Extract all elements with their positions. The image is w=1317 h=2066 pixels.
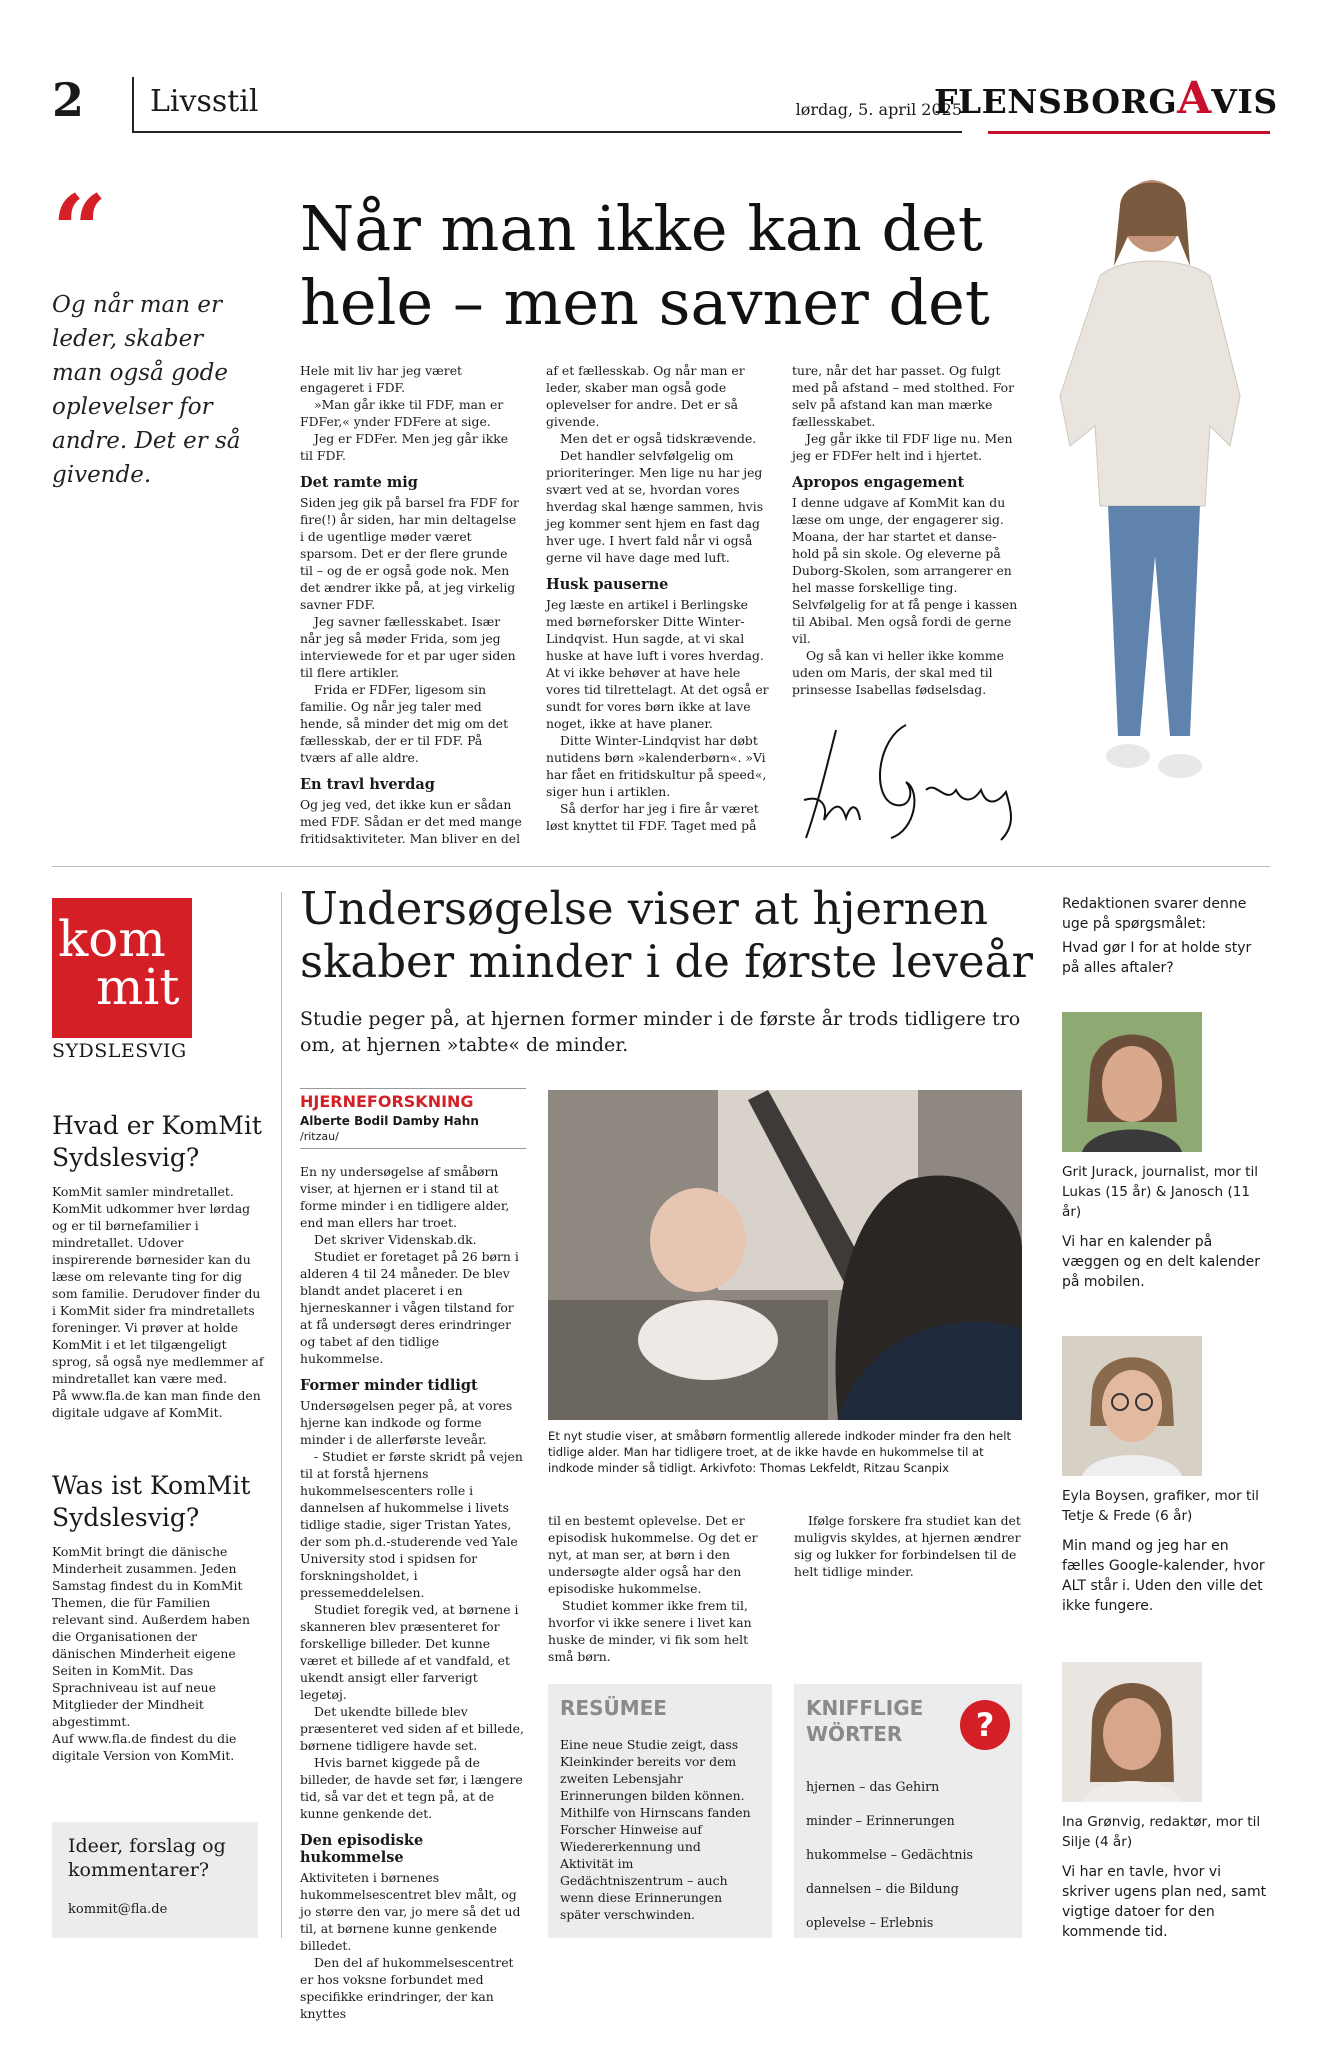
ideas-title: Ideer, forslag og kommentarer? — [68, 1835, 226, 1881]
main-article-col-2 — [548, 1512, 776, 1665]
person-photo-graphic — [1062, 1012, 1202, 1152]
kommit-de-text-p1: KomMit bringt die dänische Minderheit zusammen. Jeden Samstag findest du in KomMit Themen, die für Familien relevant sind. Außerdem haben die Organisationen der dänischen Minderheit eigene Seiten in KomMit. Das Sprachniveau ist auf neue Mitglieder der Mindheit abgestimmt. — [52, 1544, 250, 1729]
paragraph: Jeg læste en artikel i Berlingske med børneforsker Ditte Winter-Lindqvist. Hun sagde, at vi skal huske at have luft i vores hverdag. At vi ikke behøver at have hele vores tid tilrettelagt. At det også er sundt for vores børn ikke at lave noget, ikke at have planer. — [546, 597, 769, 731]
baby-photo-graphic — [548, 1090, 1022, 1420]
main-kicker: HJERNEFORSKNING — [300, 1092, 474, 1111]
resumee-title: RESÜMEE — [560, 1696, 667, 1720]
signature-graphic — [796, 710, 1036, 850]
paragraph: Og så kan vi heller ikke komme uden om Maris, der skal med til prinsesse Isabellas fødselsdag. — [792, 648, 1004, 697]
resumee-text: Eine neue Studie zeigt, dass Kleinkinder bereits vor dem zweiten Lebensjahr Erinnerungen bilden können. Mithilfe von Hirnscans fanden Forscher Hinweise auf Wiedererkennung und Aktivität im Gedächtniszentrum – auch wenn diese Erinnerungen später verschwinden. — [560, 1737, 751, 1922]
paragraph: Studiet kommer ikke frem til, hvorfor vi ikke senere i livet kan huske de minder, vi fik som helt små børn. — [548, 1598, 752, 1664]
issue-date: lørdag, 5. april 2025 — [795, 100, 962, 119]
words-box — [794, 1684, 1022, 1938]
main-article-col-1 — [300, 1163, 526, 2022]
brand-a: A — [1177, 73, 1212, 124]
paragraph: - Studiet er første skridt på vejen til at forstå hjernens hukommelsescenters rolle i dannelsen af hukommelse i livets tidlige stadie, siger Tristan Yates, der som ph.d.-studerende ved Yale University stod i spidsen for forskningsholdet, i pressemeddelelsen. — [300, 1449, 523, 1600]
quote-mark: “ — [52, 174, 108, 287]
ideas-email[interactable]: kommit@fla.de — [68, 1902, 168, 1917]
editor-portrait — [1040, 176, 1270, 846]
words-title-2: WÖRTER — [806, 1722, 903, 1746]
person-name: Ina Grønvig, redaktør, mor til Silje (4 år) — [1062, 1814, 1261, 1850]
author-rule — [300, 1148, 526, 1149]
word-item: hukommelse – Gedächtnis — [806, 1847, 973, 1862]
paragraph: Den del af hukommelsescentret er hos voksne forbundet med specifikke erindringer, der kan knyttes — [300, 1955, 514, 2021]
section-name: Livsstil — [150, 84, 259, 119]
person-photo-graphic — [1062, 1336, 1202, 1476]
word-item: oplevelse – Erlebnis — [806, 1915, 934, 1930]
person-name: Grit Jurack, journalist, mor til Lukas (15 år) & Janosch (11 år) — [1062, 1164, 1259, 1220]
main-headline: Undersøgelse viser at hjernen skaber minder i de første leveår — [300, 882, 1033, 988]
person-photo — [1062, 1012, 1202, 1152]
paragraph: Det ukendte billede blev præsenteret ved siden af et billede, børnene tidligere havde set. — [300, 1704, 524, 1753]
paragraph: Undersøgelsen peger på, at vores hjerne kan indkode og forme minder i de allerførste leveår. — [300, 1398, 513, 1447]
kommit-logo-mit: mit — [96, 958, 180, 1016]
main-agency: /ritzau/ — [300, 1130, 339, 1143]
paragraph: af et fællesskab. Og når man er leder, skaber man også gode oplevelser for andre. Det er så givende. — [546, 363, 745, 429]
subheading: Den episodiske hukommelse — [300, 1832, 424, 1866]
kommit-logo — [52, 898, 192, 1038]
kommit-logo-kom: kom — [58, 910, 166, 968]
page-number: 2 — [52, 73, 85, 127]
paragraph: Og jeg ved, det ikke kun er sådan med FDF. Sådan er det med mange fritidsaktiviteter. Man bliver en del — [300, 797, 522, 846]
kommit-de-title: Was ist KomMit Sydslesvig? — [52, 1471, 251, 1532]
sidebar-person-1 — [1062, 1012, 1272, 1292]
person-answer: Vi har en tavle, hvor vi skriver ugens plan ned, samt vigtige datoer for den kommende tid. — [1062, 1864, 1267, 1940]
baby-photo — [548, 1090, 1022, 1420]
sidebar-person-3 — [1062, 1662, 1272, 1942]
resumee-box — [548, 1684, 772, 1938]
person-answer: Min mand og jeg har en fælles Google-kalender, hvor ALT står i. Uden den ville det ikke fungere. — [1062, 1538, 1265, 1614]
brand-suffix: VIS — [1211, 82, 1278, 121]
person-name: Eyla Boysen, grafiker, mor til Tetje & Frede (6 år) — [1062, 1488, 1259, 1524]
sidebar-question: Hvad gør I for at holde styr på alles aftaler? — [1062, 940, 1252, 976]
paragraph: Men det er også tidskrævende. — [560, 431, 757, 446]
paragraph: Det skriver Videnskab.dk. — [314, 1232, 477, 1247]
person-photo — [1062, 1662, 1202, 1802]
word-item: dannelsen – die Bildung — [806, 1881, 959, 1896]
main-author: Alberte Bodil Damby Hahn — [300, 1114, 479, 1128]
subheading: Husk pauserne — [546, 576, 669, 593]
photo-caption: Et nyt studie viser, at småbørn formentlig allerede indkoder minder fra den helt tidlige alder. Man har tidligere troet, at de ikke havde en hukommelse til at indkode minder så tidligt. Arkivfoto: Thomas Lekfeldt, Ritzau Scanpix — [548, 1429, 1012, 1475]
paragraph: Hvis barnet kiggede på de billeder, de havde set før, i længere tid, så var det et tegn på, at de kunne genkende det. — [300, 1755, 523, 1821]
paragraph: Jeg går ikke til FDF lige nu. Men jeg er FDFer helt ind i hjertet. — [792, 431, 1013, 463]
brand-logo — [934, 73, 1278, 124]
paragraph: Studiet foregik ved, at børnene i skanneren blev præsenteret for forskellige billeder. Det kunne været et billede af et vandfald, et ukendt ansigt eller farverigt legetøj. — [300, 1602, 519, 1702]
paragraph: Jeg savner fællesskabet. Især når jeg så møder Frida, som jeg interviewede for et par uger siden til flere artikler. — [300, 614, 516, 680]
brand-rule — [988, 131, 1270, 134]
sidebar-person-2 — [1062, 1336, 1272, 1616]
paragraph: Hele mit liv har jeg været engageret i FDF. — [300, 363, 463, 395]
word-item: minder – Erinnerungen — [806, 1813, 955, 1828]
top-article-col-3 — [792, 362, 1020, 698]
paragraph: Ditte Winter-Lindqvist har døbt nutidens børn »kalenderbørn«. »Vi har fået en fritidskultur på speed«, siger hun i artiklen. — [546, 733, 767, 799]
kommit-dk-text — [52, 1183, 264, 1421]
kommit-logo-sub: SYDSLESVIG — [52, 1040, 187, 1062]
paragraph: ture, når det har passet. Og fulgt med på afstand – med stolthed. For selv på afstand kan man mærke fællesskabet. — [792, 363, 1015, 429]
subheading: Former minder tidligt — [300, 1377, 478, 1394]
kommit-dk-text-p1: KomMit samler mindretallet. KomMit udkommer hver lørdag og er til børnefamilier i mindretallet. Udover inspirerende børnesider kan du læse om relevante ting for dig som familie. Derudover finder du i KomMit sider fra mindretallets foreninger. Vi prøver at holde KomMit i et let tilgængeligt sprog, så også nye medlemmer af mindretallet kan være med. — [52, 1184, 264, 1386]
header-rule — [132, 131, 962, 133]
brand-prefix: FLENSBORG — [934, 82, 1178, 121]
subheading: En travl hverdag — [300, 776, 435, 793]
paragraph: Jeg er FDFer. Men jeg går ikke til FDF. — [300, 431, 509, 463]
paragraph: Aktiviteten i børnenes hukommelsescentret blev målt, og jo større den var, jo mere så det ud til, at børnene kunne genkende billedet. — [300, 1870, 521, 1953]
paragraph: Det handler selvfølgelig om prioriteringer. Men lige nu har jeg svært ved at se, hvordan vores hverdag skal hænge sammen, hvis jeg kommer sent hjem en fast dag hver uge. I hvert fald når vi også gerne vil have dage med luft. — [546, 448, 764, 565]
paragraph: I denne udgave af KomMit kan du læse om unge, der engagerer sig. Moana, der har startet et danse-hold på sin skole. Og eleverne på Duborg-Skolen, som arrangerer en hel masse forskellige ting. Selvfølgelig for at få penge i kassen til Abibal. Men også fordi de gerne vil. — [792, 495, 1018, 646]
subheading: Det ramte mig — [300, 474, 418, 491]
signature — [796, 710, 1036, 850]
top-article-col-2 — [546, 362, 774, 834]
paragraph: Så derfor har jeg i fire år været løst knyttet til FDF. Taget med på — [546, 801, 759, 833]
paragraph: Ifølge forskere fra studiet kan det muligvis skyldes, at hjernen ændrer sig og lukker for forbindelsen til de helt tidlige minder. — [794, 1513, 1021, 1579]
ideas-box — [52, 1822, 258, 1938]
person-answer: Vi har en kalender på væggen og en delt kalender på mobilen. — [1062, 1234, 1260, 1290]
paragraph: til en bestemt oplevelse. Det er episodisk hukommelse. Og det er nyt, at man ser, at børn i den undersøgte alder også har den episodiske hukommelse. — [548, 1513, 758, 1596]
kommit-dk-title: Hvad er KomMit Sydslesvig? — [52, 1111, 262, 1172]
kommit-divider — [281, 892, 282, 1938]
paragraph: »Man går ikke til FDF, man er FDFer,« ynder FDFere at sige. — [300, 397, 504, 429]
paragraph: Siden jeg gik på barsel fra FDF for fire(!) år siden, har min deltagelse i de ugentlige møder været sparsom. Det er der flere grunde til – og de er også gode nok. Men det ændrer ikke på, at jeg virkelig savner FDF. — [300, 495, 519, 612]
paragraph: Studiet er foretaget på 26 børn i alderen 4 til 24 måneder. De blev blandt andet placeret i en hjerneskanner i vågen tilstand for at få undersøgt deres erindringer og tabet af den tidlige hukommelse. — [300, 1249, 519, 1366]
pullquote: Og når man er leder, skaber man også gode oplevelser for andre. Det er så givende. — [52, 292, 241, 488]
kommit-de-text — [52, 1543, 264, 1764]
subheading: Apropos engagement — [792, 474, 965, 491]
kicker-rule — [300, 1088, 526, 1089]
paragraph: En ny undersøgelse af småbørn viser, at hjernen er i stand til at forme minder i en tidligere alder, end man ellers har troet. — [300, 1164, 510, 1230]
header-divider — [132, 77, 134, 131]
person-photo — [1062, 1336, 1202, 1476]
words-title-1: KNIFFLIGE — [806, 1696, 924, 1720]
sidebar-intro: Redaktionen svarer denne uge på spørgsmålet: — [1062, 896, 1247, 932]
main-article-col-3 — [794, 1512, 1022, 1580]
paragraph: Frida er FDFer, ligesom sin familie. Og når jeg taler med hende, så minder det mig om det fællesskab, der er til FDF. På tværs af alle aldre. — [300, 682, 509, 765]
question-icon: ? — [960, 1700, 1010, 1750]
editor-portrait-graphic — [1040, 176, 1270, 846]
top-article-col-1 — [300, 362, 522, 847]
main-subhead: Studie peger på, at hjernen former minder i de første år trods tidligere tro om, at hjernen »tabte« de minder. — [300, 1008, 1021, 1056]
top-headline: Når man ikke kan det hele – men savner det — [300, 192, 990, 339]
word-item: hjernen – das Gehirn — [806, 1779, 940, 1794]
words-list — [806, 1770, 1016, 1940]
page-header — [52, 72, 1278, 136]
section-divider — [52, 866, 1270, 867]
kommit-de-text-p2: Auf www.fla.de findest du die digitale Version von KomMit. — [52, 1731, 237, 1763]
person-photo-graphic — [1062, 1662, 1202, 1802]
kommit-dk-text-p2: På www.fla.de kan man finde den digitale udgave af KomMit. — [52, 1388, 261, 1420]
